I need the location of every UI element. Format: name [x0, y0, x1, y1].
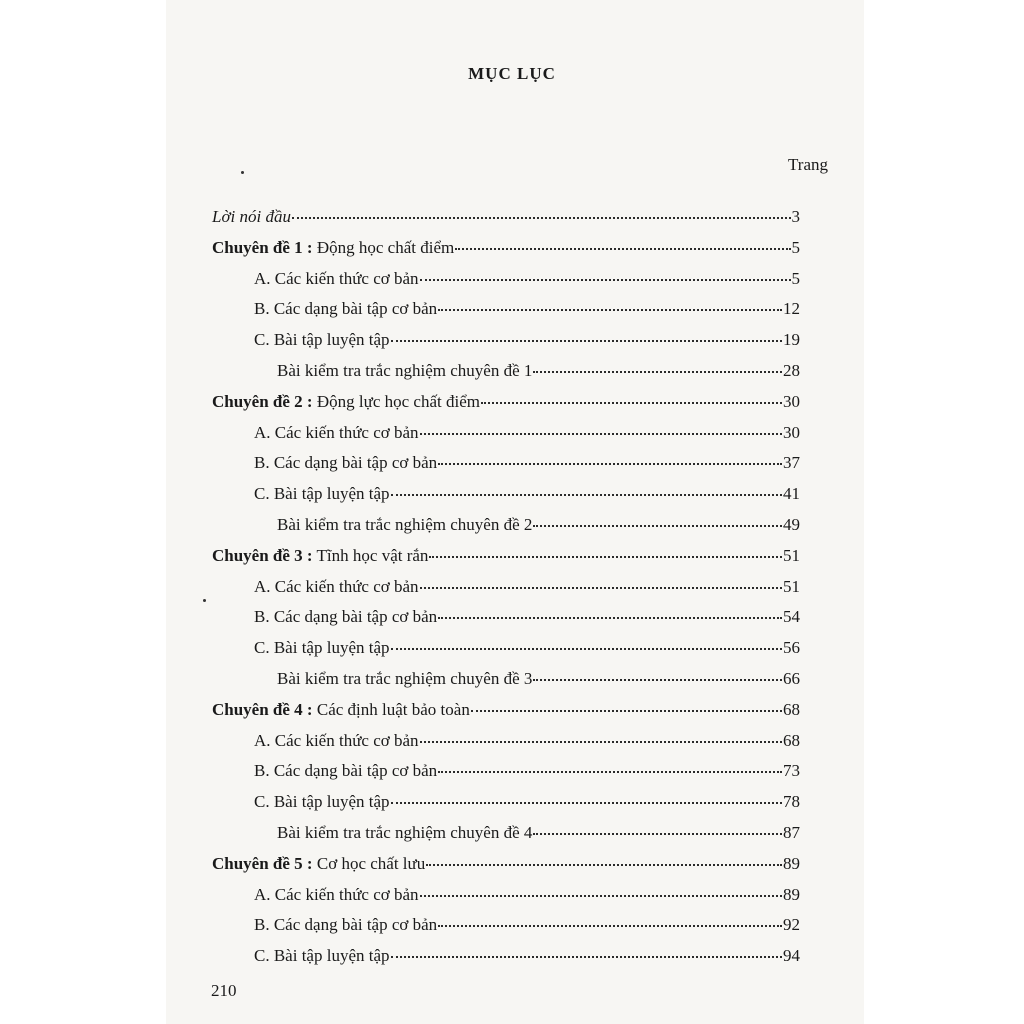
chapter-title: Cơ học chất lưu: [312, 854, 426, 873]
chapter-number: Chuyên đề 5 :: [212, 854, 313, 873]
toc-entry: [277, 514, 800, 536]
dot-leader: [391, 480, 782, 496]
toc-entry-label: B. Các dạng bài tập cơ bản: [254, 453, 438, 472]
dot-leader: [429, 542, 782, 558]
toc-entry: [277, 668, 800, 690]
toc-entry-label: C. Bài tập luyện tập: [254, 638, 390, 657]
page-title: MỤC LỤC: [468, 64, 556, 83]
toc-entry: [254, 483, 800, 505]
dot-leader: [455, 234, 790, 250]
toc-entry-page: 28: [783, 361, 800, 380]
toc-entry: [254, 329, 800, 351]
chapter-number: Chuyên đề 1 :: [212, 238, 313, 257]
dot-leader: [420, 419, 782, 435]
toc-entry-page: 41: [783, 484, 800, 503]
dot-leader: [292, 203, 791, 219]
dot-leader: [438, 295, 782, 311]
dot-leader: [420, 265, 791, 281]
dot-leader: [420, 573, 782, 589]
chapter-title: Động lực học chất điểm: [312, 392, 480, 411]
toc-entry: [254, 760, 800, 782]
scan-speck: [203, 599, 206, 602]
toc-entry-page: 51: [783, 546, 800, 565]
dot-leader: [533, 357, 782, 373]
toc-entry: [212, 391, 800, 413]
toc-entry-label: C. Bài tập luyện tập: [254, 946, 390, 965]
toc-entry-page: 94: [783, 946, 800, 965]
toc-entry-label: C. Bài tập luyện tập: [254, 484, 390, 503]
toc-entry-page: 68: [783, 731, 800, 750]
toc-entry-page: 30: [783, 423, 800, 442]
toc-entry-label: C. Bài tập luyện tập: [254, 330, 390, 349]
dot-leader: [391, 326, 782, 342]
toc-entry: [254, 637, 800, 659]
toc-entry-label: [212, 237, 454, 259]
chapter-title: Tĩnh học vật rắn: [312, 546, 429, 565]
toc-entry-label: [212, 391, 480, 413]
dot-leader: [391, 788, 782, 804]
toc-entry-label: Bài kiểm tra trắc nghiệm chuyên đề 4: [277, 823, 533, 842]
dot-leader: [438, 603, 782, 619]
toc-entry-label: Bài kiểm tra trắc nghiệm chuyên đề 2: [277, 515, 533, 534]
toc-entry-label: A. Các kiến thức cơ bản: [254, 269, 419, 288]
toc-entry: [254, 298, 800, 320]
toc-entry-page: 73: [783, 761, 800, 780]
toc-entry: [212, 237, 800, 259]
toc-entry: [254, 945, 800, 967]
toc-entry-page: 89: [783, 854, 800, 873]
toc-entry-page: 54: [783, 607, 800, 626]
toc-entry: [277, 360, 800, 382]
dot-leader: [420, 727, 782, 743]
preface-label: Lời nói đầu: [212, 207, 291, 226]
toc-entry-label: B. Các dạng bài tập cơ bản: [254, 915, 438, 934]
toc-entry-page: 5: [791, 269, 800, 288]
toc-entry: [254, 914, 800, 936]
chapter-title: Các định luật bảo toàn: [312, 700, 470, 719]
chapter-number: Chuyên đề 2 :: [212, 392, 313, 411]
chapter-title: Động học chất điểm: [312, 238, 455, 257]
toc-entry-label: Bài kiểm tra trắc nghiệm chuyên đề 3: [277, 669, 533, 688]
toc-entry: [254, 730, 800, 752]
toc-entry: [212, 206, 800, 228]
toc-entry-page: 5: [791, 238, 800, 257]
toc-entry: [254, 791, 800, 813]
toc-entry-label: A. Các kiến thức cơ bản: [254, 423, 419, 442]
toc-entry-label: B. Các dạng bài tập cơ bản: [254, 607, 438, 626]
toc-entry-label: [212, 545, 428, 567]
toc-entry-label: [212, 699, 470, 721]
dot-leader: [426, 850, 782, 866]
toc-entry-label: [212, 206, 291, 228]
dot-leader: [533, 665, 782, 681]
toc-entry-page: 78: [783, 792, 800, 811]
toc-entry-page: 92: [783, 915, 800, 934]
toc-entry-page: 68: [783, 700, 800, 719]
toc-entry-label: B. Các dạng bài tập cơ bản: [254, 299, 438, 318]
toc-entry: [212, 853, 800, 875]
toc-entry-page: 12: [783, 299, 800, 318]
toc-entry-page: 49: [783, 515, 800, 534]
toc-entry-label: A. Các kiến thức cơ bản: [254, 731, 419, 750]
toc-entry: [254, 422, 800, 444]
toc-entry-page: 56: [783, 638, 800, 657]
toc-entry: [254, 606, 800, 628]
toc-entry-label: A. Các kiến thức cơ bản: [254, 885, 419, 904]
dot-leader: [391, 942, 782, 958]
dot-leader: [438, 757, 782, 773]
dot-leader: [438, 449, 782, 465]
toc-entry-label: [212, 853, 425, 875]
toc-entry-page: 30: [783, 392, 800, 411]
scan-speck: [241, 171, 244, 174]
toc-entry-page: 89: [783, 885, 800, 904]
dot-leader: [533, 511, 782, 527]
toc-entry: [254, 576, 800, 598]
toc-entry: [277, 822, 800, 844]
toc-entry: [254, 268, 800, 290]
toc-entry-page: 51: [783, 577, 800, 596]
dot-leader: [391, 634, 782, 650]
toc-entry-label: C. Bài tập luyện tập: [254, 792, 390, 811]
toc-entry-page: 66: [783, 669, 800, 688]
toc-entry-label: Bài kiểm tra trắc nghiệm chuyên đề 1: [277, 361, 533, 380]
toc-entry-label: A. Các kiến thức cơ bản: [254, 577, 419, 596]
toc-entry-page: 19: [783, 330, 800, 349]
toc-entry-page: 37: [783, 453, 800, 472]
dot-leader: [471, 696, 782, 712]
toc-entry-page: 87: [783, 823, 800, 842]
page-column-header: Trang: [788, 155, 828, 174]
page-number: 210: [211, 981, 237, 1000]
chapter-number: Chuyên đề 3 :: [212, 546, 313, 565]
dot-leader: [481, 388, 782, 404]
dot-leader: [420, 881, 782, 897]
toc-entry: [254, 884, 800, 906]
chapter-number: Chuyên đề 4 :: [212, 700, 313, 719]
toc-entry-page: 3: [791, 207, 800, 226]
toc-entry-label: B. Các dạng bài tập cơ bản: [254, 761, 438, 780]
toc-entry: [212, 545, 800, 567]
toc-entry: [212, 699, 800, 721]
dot-leader: [533, 819, 782, 835]
dot-leader: [438, 911, 782, 927]
toc-entry: [254, 452, 800, 474]
